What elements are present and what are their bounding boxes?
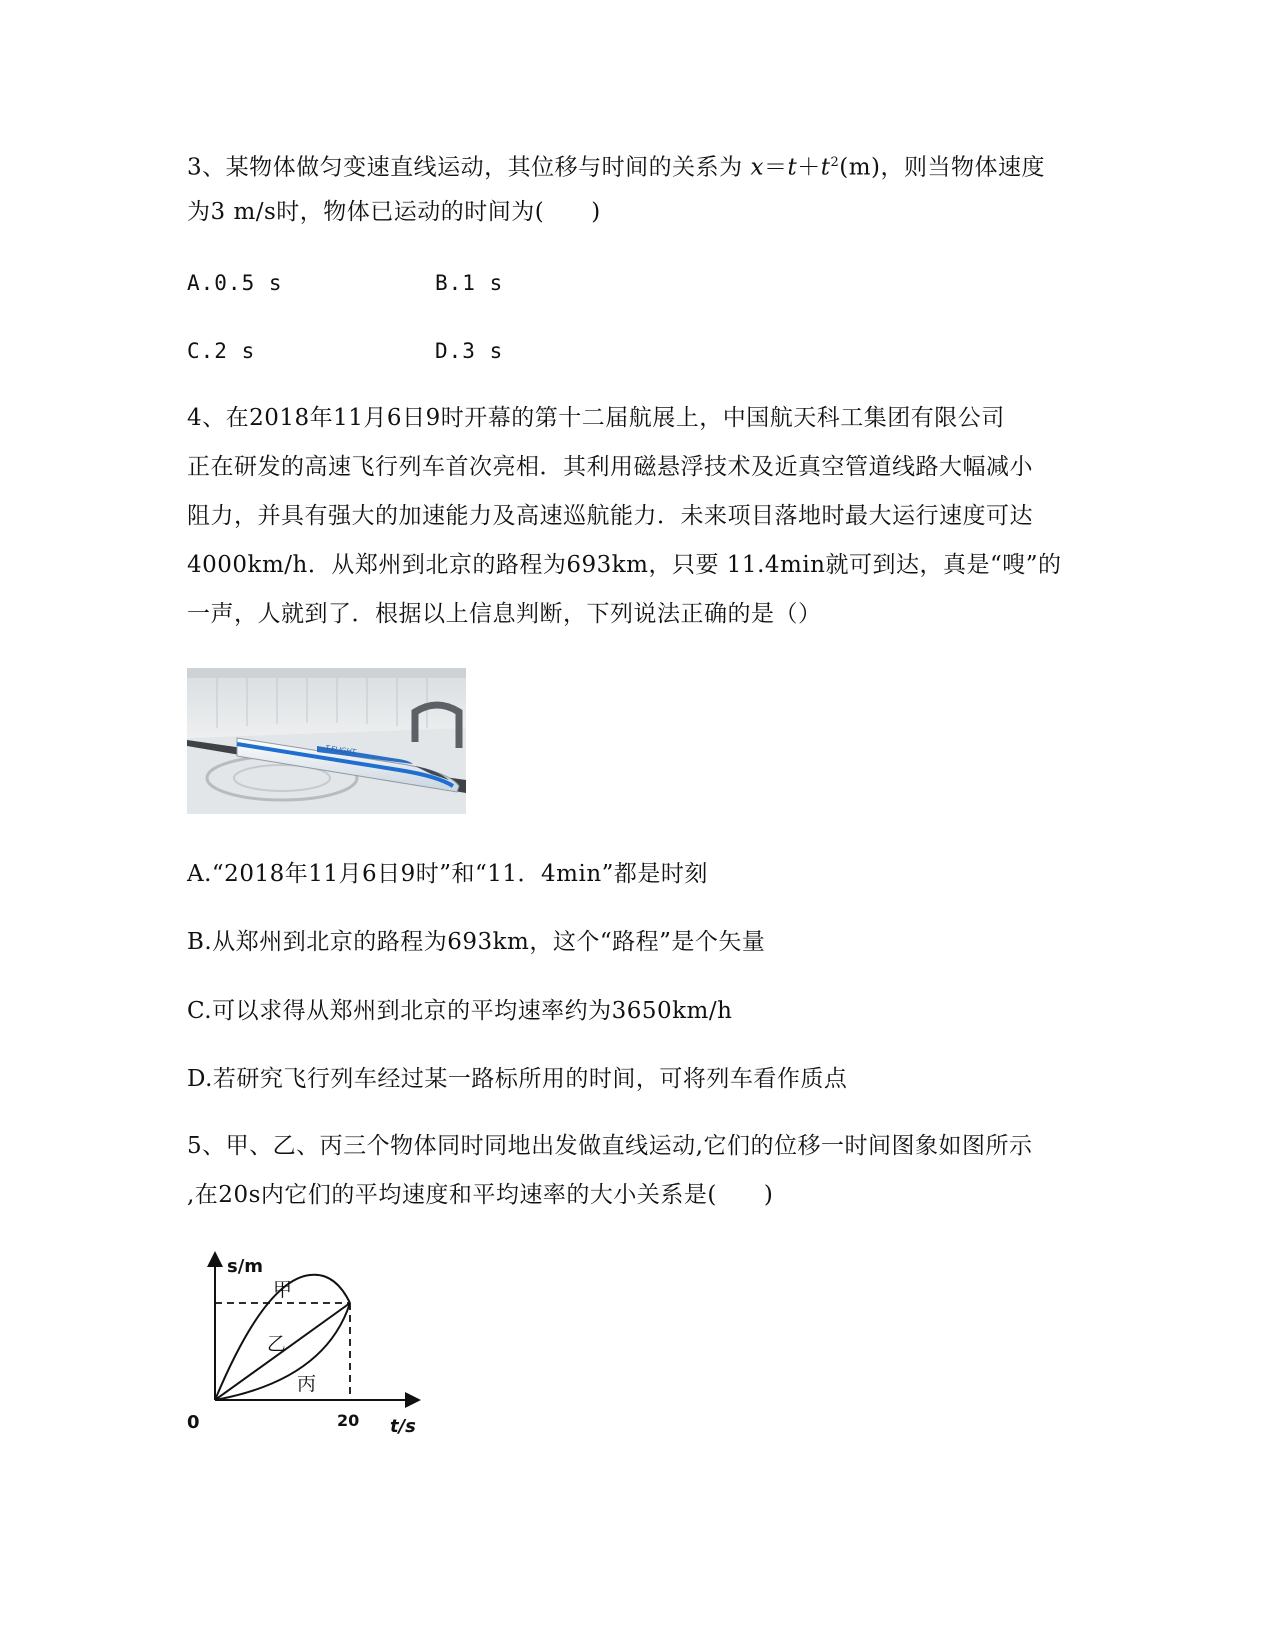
q3-line-1	[187, 148, 1045, 183]
q3-line-1-suffix: (m)，则当物体速度	[839, 154, 1045, 181]
train-label: T-FLIGHT	[324, 744, 357, 757]
displacement-time-graph	[185, 1250, 435, 1440]
q4-option-b: B.从郑州到北京的路程为693km，这个“路程”是个矢量	[187, 929, 766, 955]
q3-option-b: B.1 s	[435, 271, 504, 295]
x-tick-label: 20	[337, 1411, 360, 1430]
origin-label: 0	[187, 1412, 200, 1433]
q4-line-4: 4000km/h．从郑州到北京的路程为693km，只要 11.4min就可到达，真是“嗖”的	[187, 552, 1062, 578]
y-axis-label: s/m	[227, 1256, 264, 1277]
q4-option-d: D.若研究飞行列车经过某一路标所用的时间，可将列车看作质点	[187, 1066, 848, 1092]
q3-equation-t: t	[787, 154, 798, 181]
q4-line-1: 4、在2018年11月6日9时开幕的第十二届航展上，中国航天科工集团有限公司	[187, 405, 1005, 431]
q3-equation-plus: ＋	[797, 154, 821, 181]
q4-option-c: C.可以求得从郑州到北京的平均速率约为3650km/h	[187, 998, 733, 1024]
q3-equation-exponent: 2	[830, 155, 840, 170]
q4-line-3: 阻力，并具有强大的加速能力及高速巡航能力．未来项目落地时最大运行速度可达	[187, 503, 1033, 529]
q3-option-c: C.2 s	[187, 339, 256, 363]
q3-option-a: A.0.5 s	[187, 271, 283, 295]
q3-equation-equals: ＝	[763, 154, 788, 181]
q3-equation-x: x	[750, 154, 764, 181]
label-jia: 甲	[273, 1279, 293, 1301]
q3-equation-t-squared: t	[820, 154, 831, 181]
label-yi: 乙	[267, 1333, 287, 1355]
maglev-train-photo	[187, 668, 466, 814]
q3-option-d: D.3 s	[435, 339, 504, 363]
x-axis-label: t/s	[390, 1416, 416, 1437]
q4-line-5: 一声，人就到了．根据以上信息判断，下列说法正确的是（）	[187, 601, 822, 627]
q4-option-a: A.“2018年11月6日9时”和“11．4min”都是时刻	[187, 861, 708, 887]
label-bing: 丙	[297, 1373, 317, 1395]
q3-line-2: 为3 m/s时，物体已运动的时间为( )	[187, 199, 601, 225]
q5-line-1: 5、甲、乙、丙三个物体同时同地出发做直线运动,它们的位移一时间图象如图所示	[187, 1133, 1033, 1159]
q5-line-2: ,在20s内它们的平均速度和平均速率的大小关系是( )	[187, 1182, 774, 1208]
q4-line-2: 正在研发的高速飞行列车首次亮相．其利用磁悬浮技术及近真空管道线路大幅减小	[187, 454, 1033, 480]
q3-line-1-prefix: 3、某物体做匀变速直线运动，其位移与时间的关系为	[187, 154, 743, 181]
